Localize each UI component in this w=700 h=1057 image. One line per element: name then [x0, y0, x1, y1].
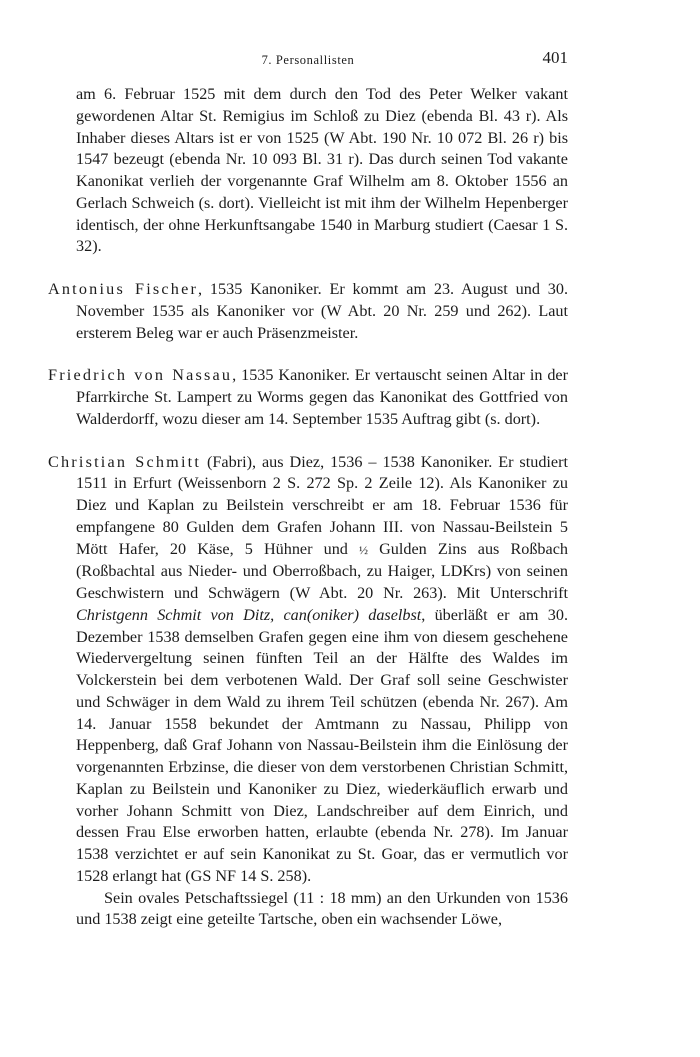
- page-number: 401: [542, 48, 568, 67]
- entry-friedrich-von-nassau: [48, 365, 568, 430]
- entry-text: , 1535 Kanoniker. Er kommt am 23. August und 30. November 1535 als Kanoniker vor (W Abt. 20 Nr. 259 und 262). Laut ersterem Beleg war er auch Präsenzmeister.: [76, 280, 568, 342]
- italic-signature: Christgenn Schmit von Ditz, can(oniker) daselbst: [76, 605, 422, 624]
- running-head-title: 7. Personallisten: [261, 53, 355, 67]
- entry-name: Friedrich von Nassau: [48, 366, 233, 385]
- entry-text: Gulden Zins aus Roßbach (Roßbachtal aus Nieder- und Oberroßbach, zu Haiger, LDKrs) von seinen Geschwistern und Schwägern (W Abt. 20 Nr. 263). Mit Unterschrift: [76, 539, 568, 602]
- entry-paragraph: Sein ovales Petschaftssiegel (11 : 18 mm) an den Urkunden von 1536 und 1538 zeigt eine geteilte Tartsche, oben ein wachsender Löwe,: [76, 888, 568, 929]
- entry-christian-schmitt: [48, 452, 568, 888]
- entry-continued: [48, 84, 568, 258]
- entry-text: am 6. Februar 1525 mit dem durch den Tod des Peter Welker vakant gewordenen Altar St. Remigius im Schloß zu Diez (ebenda Bl. 43 r). Als Inhaber dieses Altars ist er von 1525 (W Abt. 190 Nr. 10 072 Bl. 26 r) bis 1547 bezeugt (ebenda Nr. 10 093 Bl. 31 r). Das durch seinen Tod vakante Kanonikat verlieh der vorgenannte Graf Wilhelm am 8. Oktober 1556 an Gerlach Schweich (s. dort). Vielleicht ist mit ihm der Wilhelm Hepenberger identisch, der ohne Herkunftsangabe 1540 in Marburg studiert (Caesar 1 S. 32).: [76, 85, 568, 256]
- fraction-half: ½: [359, 542, 368, 557]
- entry-name: Christian Schmitt: [48, 452, 202, 471]
- entry-text: (Fabri), aus Diez, 1536 – 1538 Kanoniker. Er studiert 1511 in Erfurt (Weissenborn 2 S. 272 Sp. 2 Zeile 12). Als Kanoniker zu Diez und Kaplan zu Beilstein verschreibt er am 18. Februar 1536 für empfangene 80 Gulden dem Grafen Johann III. von Nassau-Beilstein 5 Mött Hafer, 20 Käse, 5 Hühner und: [76, 452, 568, 558]
- entry-name: Antonius Fischer: [48, 280, 199, 298]
- running-head: [48, 48, 568, 72]
- entry-text: , überläßt er am 30. Dezember 1538 demselben Grafen gegen eine ihm von diesem geschehene Wiedervergeltung seinen fünften Teil an der Hälfte des Waldes im Volckerstein bei dem verbotenen Wald. Der Graf soll seine Geschwister und Schwäger in dem Wald zu ihrem Teil schützen (ebenda Nr. 267). Am 14. Januar 1558 bekundet der Amtmann zu Nassau, Philipp von Heppenberg, daß Graf Johann von Nassau-Beilstein ihm die Einlösung der vorgenannten Erbzinse, die dieser von dem verstorbenen Christian Schmitt, Kaplan zu Beilstein und Kanoniker zu Diez, wiederkäuflich erwarb und vorher Johann Schmitt von Diez, Landschreiber auf dem Einrich, und dessen Frau Else erworben hatten, erlaubte (ebenda Nr. 278). Im Januar 1538 verzichtet er auf sein Kanonikat zu St. Goar, das er vermutlich vor 1528 erlangt hat (GS NF 14 S. 258).: [76, 605, 568, 885]
- body-text: [48, 84, 568, 931]
- entry-text: , 1535 Kanoniker. Er vertauscht seinen Altar in der Pfarrkirche St. Lampert zu Worms gegen das Kanonikat des Gottfried von Walderdorff, wozu dieser am 14. September 1535 Auftrag gibt (s. dort).: [76, 366, 568, 428]
- entry-antonius-fischer: [48, 279, 568, 344]
